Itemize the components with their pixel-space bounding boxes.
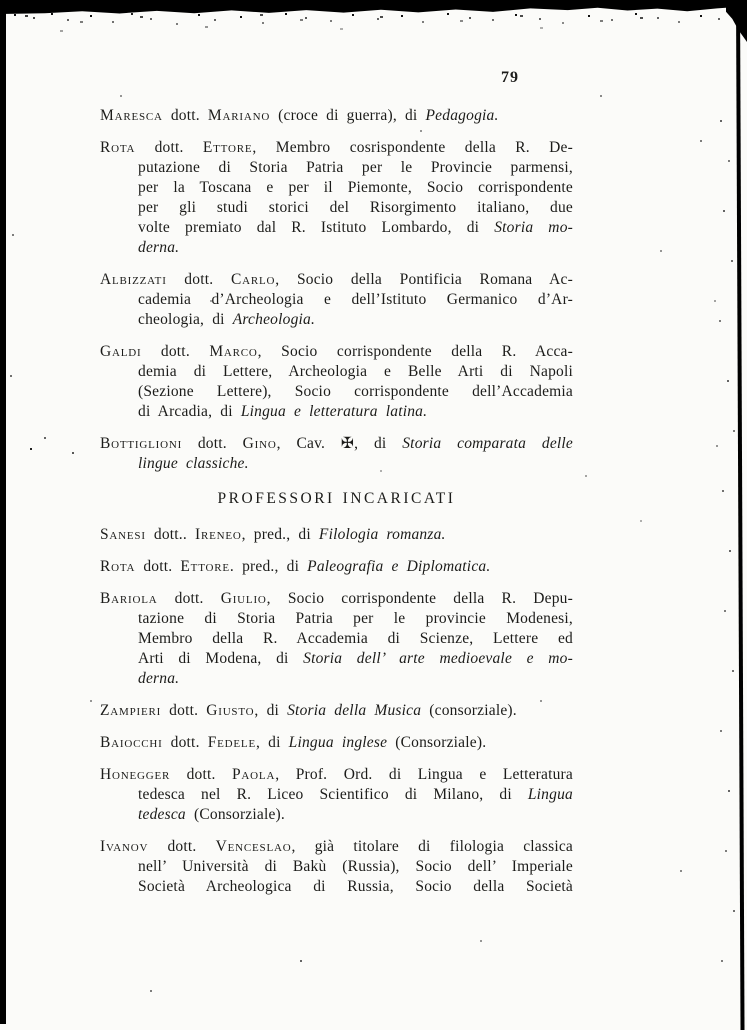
text-line [100, 733, 573, 753]
subject-italic: derna. [138, 670, 180, 687]
entry-text: nell’ Università di Bakù (Russia), Socio dell’ Imperiale [138, 858, 573, 875]
entry-text: , già titolare di filologia classica [291, 838, 573, 855]
entry-galdi [100, 342, 573, 422]
text-line [100, 765, 573, 785]
text-line [100, 525, 573, 545]
entry-text: tazione di Storia Patria per le provincie Modenesi, [138, 610, 573, 627]
person-name: Sanesi [100, 526, 146, 543]
text-line [100, 589, 573, 609]
subject-italic: derna. [138, 239, 180, 256]
entry-text: volte premiato dal R. Istituto Lombardo, di [138, 219, 495, 236]
person-name: Mariano [207, 107, 271, 124]
text-line [100, 198, 573, 218]
entry-ivanov [100, 837, 573, 897]
entry-maresca [100, 106, 573, 126]
text-line [100, 158, 573, 178]
entry-text: , Socio della Pontificia Romana Ac- [275, 271, 574, 288]
entry-text: (Consorziale). [185, 806, 285, 823]
entry-text: Società Archeologica di Russia, Socio della Società [138, 878, 573, 895]
person-name: Maresca [100, 107, 163, 124]
entry-text: (Sezione Lettere), Socio corrispondente dell’Accademia [138, 383, 573, 400]
scan-left-edge [0, 0, 6, 1024]
person-name: Galdi [100, 343, 142, 360]
entry-bottiglioni [100, 434, 573, 474]
text-line [100, 557, 573, 577]
text-line [100, 218, 573, 238]
entry-text: per la Toscana e per il Piemonte, Socio corrispondente [138, 179, 573, 196]
text-line [100, 362, 573, 382]
entry-text: Arti di Modena, di [138, 650, 304, 667]
person-name: Honegger [100, 766, 171, 783]
entry-text: dott. [135, 139, 203, 156]
entry-text: demia di Lettere, Archeologia e Belle Arti di Napoli [138, 363, 573, 380]
entry-baiocchi [100, 733, 573, 753]
subject-italic: Storia mo- [494, 219, 574, 236]
entry-text: dott. [157, 590, 221, 607]
scan-right-edge [736, 0, 745, 1030]
person-name: Marco [209, 343, 258, 360]
subject-italic: Lingua inglese [288, 734, 388, 751]
text-line [100, 837, 573, 857]
subject-italic: Storia comparata delle [402, 435, 574, 452]
text-line [100, 649, 573, 669]
entry-text: dott. [182, 435, 243, 452]
person-name: Carlo [230, 271, 276, 288]
entry-honegger [100, 765, 573, 825]
entry-rota-1 [100, 138, 573, 258]
entry-text: dott. [141, 343, 210, 360]
entry-text: tedesca nel R. Liceo Scientifico di Milano, di [138, 786, 528, 803]
entry-albizzati [100, 270, 573, 330]
entry-text: dott. [162, 734, 208, 751]
text-line [100, 106, 573, 126]
entry-text: dott. [135, 558, 181, 575]
entry-text: . pred., di [229, 558, 308, 575]
person-name: Bottiglioni [100, 435, 183, 452]
text-line [100, 629, 573, 649]
person-name: Ireneo [195, 526, 242, 543]
text-line [100, 669, 573, 689]
person-name: Baiocchi [100, 734, 163, 751]
entry-text: putazione di Storia Patria per le Provincie parmensi, [138, 159, 573, 176]
text-line [100, 785, 573, 805]
text-line [100, 857, 573, 877]
person-name: Zampieri [100, 702, 162, 719]
subject-italic: Paleografia e Diplomatica. [307, 558, 491, 575]
entry-text: di Arcadia, di [138, 403, 241, 420]
person-name: Paola [232, 766, 276, 783]
person-name: Ettore [202, 139, 253, 156]
entry-text: dott. [161, 702, 207, 719]
entry-text: , Socio corrispondente della R. Depu- [266, 590, 573, 607]
entry-text: , Membro cosrispondente della R. De- [252, 139, 573, 156]
subject-italic: lingue classiche. [138, 455, 249, 472]
text-line [100, 609, 573, 629]
entry-zampieri [100, 701, 573, 721]
subject-italic: Pedagogia. [425, 107, 499, 124]
entry-text: , Prof. Ord. di Lingua e Letteratura [275, 766, 574, 783]
scan-top-edge [0, 0, 747, 14]
person-name: Rota [100, 139, 136, 156]
subject-italic: tedesca [138, 806, 186, 823]
entry-text: , Socio corrispondente della R. Acca- [257, 343, 573, 360]
person-name: Venceslao [215, 838, 292, 855]
text-line [100, 701, 573, 721]
entry-text: , di [254, 702, 288, 719]
entry-text: dott. [166, 271, 231, 288]
subject-italic: Filologia romanza. [318, 526, 446, 543]
entry-text: , Cav. ✠, di [276, 435, 403, 452]
text-line [100, 454, 573, 474]
person-name: Fedele [207, 734, 256, 751]
entry-text: dott. [170, 766, 233, 783]
entry-text: dott. [148, 838, 216, 855]
text-line [100, 238, 573, 258]
text-line [100, 382, 573, 402]
text-line [100, 342, 573, 362]
person-name: Albizzati [100, 271, 167, 288]
entry-text: (croce di guerra), di [270, 107, 426, 124]
entry-text: , pred., di [241, 526, 319, 543]
text-block [100, 106, 573, 909]
text-line [100, 877, 573, 897]
subject-italic: Lingua e letteratura latina. [240, 403, 428, 420]
entry-rota-2 [100, 557, 573, 577]
entry-text: Membro della R. Accademia di Scienze, Lettere ed [138, 630, 573, 647]
entry-bariola [100, 589, 573, 689]
text-line [100, 434, 573, 454]
section-heading: PROFESSORI INCARICATI [217, 490, 456, 507]
entry-text: per gli studi storici del Risorgimento italiano, due [138, 199, 573, 216]
page-number: 79 [501, 69, 519, 86]
text-line [100, 402, 573, 422]
subject-italic: Archeologia. [232, 311, 316, 328]
person-name: Giusto [206, 702, 255, 719]
text-line [100, 290, 573, 310]
entry-text: cheologia, di [138, 311, 233, 328]
person-name: Ettore [180, 558, 230, 575]
entry-text: (consorziale). [421, 702, 517, 719]
person-name: Bariola [100, 590, 158, 607]
subject-italic: Storia della Musica [287, 702, 422, 719]
entry-text: cademia d’Archeologia e dell’Istituto Germanico d’Ar- [138, 291, 573, 308]
person-name: Gino [242, 435, 277, 452]
person-name: Ivanov [100, 838, 149, 855]
subject-italic: Storia dell’ arte medioevale e mo- [303, 650, 573, 667]
person-name: Rota [100, 558, 136, 575]
entry-text: (Consorziale). [387, 734, 487, 751]
text-line [100, 270, 573, 290]
text-line [100, 178, 573, 198]
entry-text: dott. [162, 107, 208, 124]
text-line [100, 310, 573, 330]
person-name: Giulio [220, 590, 267, 607]
text-line [100, 805, 573, 825]
entry-text: , di [255, 734, 289, 751]
text-line [100, 138, 573, 158]
entry-text: dott.. [145, 526, 196, 543]
subject-italic: Lingua [527, 786, 573, 803]
entry-sanesi [100, 525, 573, 545]
